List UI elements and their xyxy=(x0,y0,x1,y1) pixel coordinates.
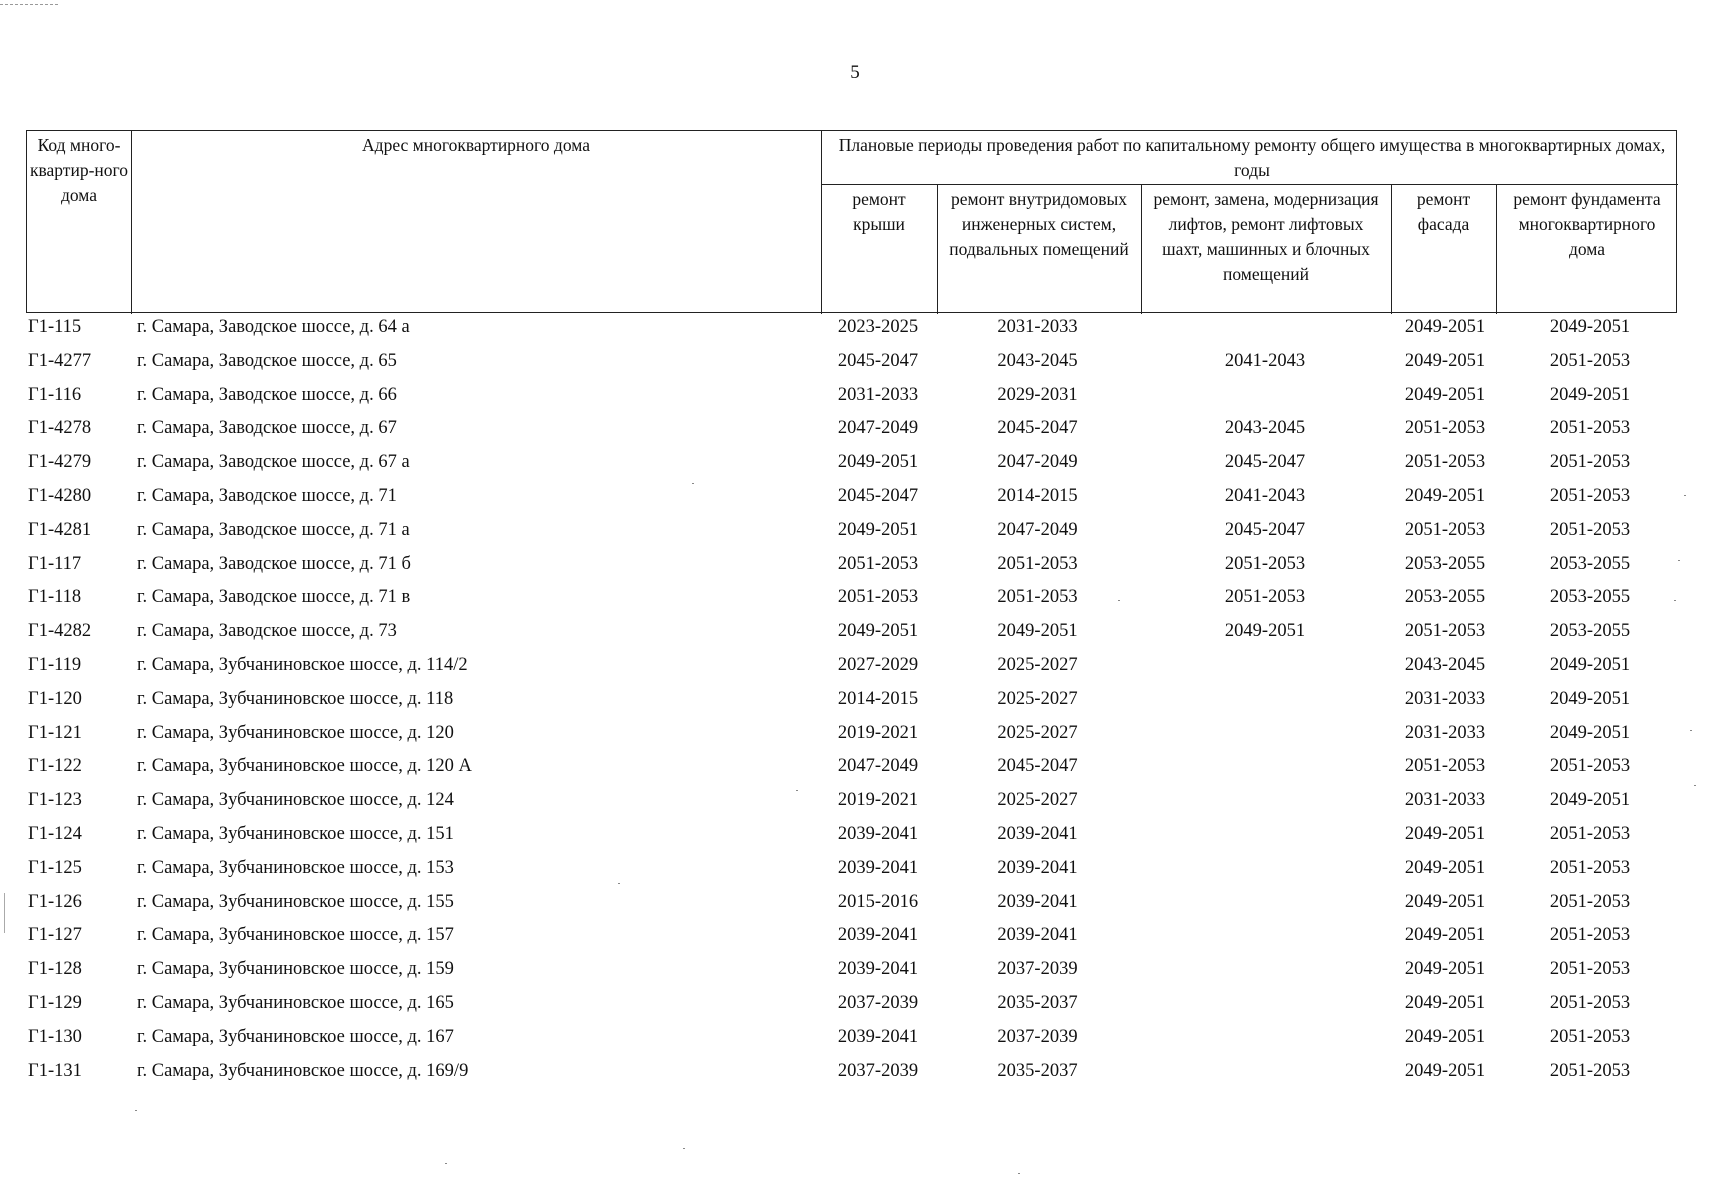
row-foundation-period: 2051-2053 xyxy=(1549,756,1631,777)
table-row xyxy=(0,349,1710,383)
row-code: Г1-126 xyxy=(28,891,82,912)
row-address: г. Самара, Заводское шоссе, д. 67 а xyxy=(137,452,410,473)
row-systems-period: 2025-2027 xyxy=(997,790,1078,811)
row-foundation-period: 2051-2053 xyxy=(1549,452,1631,473)
row-roof-period: 2051-2053 xyxy=(837,553,919,574)
row-code: Г1-4281 xyxy=(28,519,92,540)
row-systems-period: 2039-2041 xyxy=(997,824,1078,844)
row-systems-period: 2037-2039 xyxy=(997,1026,1078,1047)
row-lifts-period: 2051-2053 xyxy=(1224,553,1306,574)
row-code: Г1-122 xyxy=(28,756,82,777)
row-facade-period: 2049-2051 xyxy=(1404,891,1486,912)
scan-speck xyxy=(1690,730,1692,731)
row-foundation-period: 2051-2053 xyxy=(1549,486,1631,506)
header-roof: ремонт крыши xyxy=(852,189,906,234)
row-facade-period: 2049-2051 xyxy=(1404,959,1486,980)
row-foundation-period: 2051-2053 xyxy=(1549,519,1631,540)
row-facade-period: 2049-2051 xyxy=(1404,824,1486,844)
table-row xyxy=(0,315,1710,349)
header-code: Код много-квартир-ного дома xyxy=(29,135,129,205)
table-row xyxy=(0,890,1710,924)
row-roof-period: 2015-2016 xyxy=(837,891,919,912)
row-code: Г1-120 xyxy=(28,688,82,709)
row-code: Г1-127 xyxy=(28,925,82,946)
scan-speck xyxy=(445,1163,447,1164)
row-lifts-period: 2049-2051 xyxy=(1224,621,1306,642)
row-foundation-period: 2051-2053 xyxy=(1549,857,1631,878)
row-systems-period: 2051-2053 xyxy=(997,587,1078,608)
header-periods-group: Плановые периоды проведения работ по капитальному ремонту общего имущества в многоквартирных домах, годы xyxy=(838,135,1666,180)
row-address: г. Самара, Заводское шоссе, д. 64 а xyxy=(137,317,410,337)
row-facade-period: 2049-2051 xyxy=(1404,384,1486,405)
table-row xyxy=(0,653,1710,687)
row-roof-period: 2045-2047 xyxy=(837,486,919,506)
row-systems-period: 2039-2041 xyxy=(997,857,1078,878)
row-foundation-period: 2051-2053 xyxy=(1549,824,1631,844)
row-facade-period: 2031-2033 xyxy=(1404,688,1486,709)
row-systems-period: 2049-2051 xyxy=(997,621,1078,642)
row-foundation-period: 2049-2051 xyxy=(1549,384,1631,405)
row-facade-period: 2051-2053 xyxy=(1404,418,1486,439)
row-systems-period: 2045-2047 xyxy=(997,756,1078,777)
scan-speck xyxy=(135,1110,137,1111)
row-systems-period: 2039-2041 xyxy=(997,891,1078,912)
header-divider xyxy=(131,131,132,314)
scan-speck xyxy=(1674,600,1676,601)
table-row xyxy=(0,619,1710,653)
page-number: 5 xyxy=(850,62,860,83)
table-row xyxy=(0,383,1710,417)
scan-speck xyxy=(618,883,620,884)
row-systems-period: 2025-2027 xyxy=(997,655,1078,675)
row-code: Г1-129 xyxy=(28,993,82,1013)
row-foundation-period: 2051-2053 xyxy=(1549,891,1631,912)
row-systems-period: 2031-2033 xyxy=(997,317,1078,337)
table-row xyxy=(0,1059,1710,1093)
row-roof-period: 2047-2049 xyxy=(837,756,919,777)
scan-edge-mark xyxy=(0,4,58,5)
row-lifts-period: 2041-2043 xyxy=(1224,350,1306,371)
table-row xyxy=(0,991,1710,1025)
row-facade-period: 2049-2051 xyxy=(1404,993,1486,1013)
scan-speck xyxy=(1684,495,1686,496)
scan-speck xyxy=(1678,560,1680,561)
row-lifts-period: 2045-2047 xyxy=(1224,452,1306,473)
row-foundation-period: 2053-2055 xyxy=(1549,621,1631,642)
row-code: Г1-121 xyxy=(28,722,82,743)
row-address: г. Самара, Зубчаниновское шоссе, д. 167 xyxy=(137,1026,454,1047)
table-row xyxy=(0,484,1710,518)
scan-speck xyxy=(692,483,694,484)
row-foundation-period: 2053-2055 xyxy=(1549,553,1631,574)
row-facade-period: 2049-2051 xyxy=(1404,857,1486,878)
row-roof-period: 2045-2047 xyxy=(837,350,919,371)
header-divider xyxy=(821,184,1678,185)
table-row xyxy=(0,552,1710,586)
row-address: г. Самара, Зубчаниновское шоссе, д. 169/9 xyxy=(137,1060,469,1081)
row-address: г. Самара, Зубчаниновское шоссе, д. 165 xyxy=(137,993,454,1013)
row-systems-period: 2025-2027 xyxy=(997,688,1078,709)
row-roof-period: 2031-2033 xyxy=(837,384,919,405)
table-row xyxy=(0,687,1710,721)
row-address: г. Самара, Заводское шоссе, д. 65 xyxy=(137,350,397,371)
row-code: Г1-4278 xyxy=(28,418,92,439)
header-facade: ремонт фасада xyxy=(1416,189,1471,234)
row-systems-period: 2014-2015 xyxy=(997,486,1078,506)
row-address: г. Самара, Зубчаниновское шоссе, д. 118 xyxy=(137,688,454,709)
table-row xyxy=(0,822,1710,856)
row-facade-period: 2049-2051 xyxy=(1404,350,1486,371)
row-facade-period: 2051-2053 xyxy=(1404,621,1486,642)
row-foundation-period: 2051-2053 xyxy=(1549,1060,1631,1081)
row-address: г. Самара, Заводское шоссе, д. 71 в xyxy=(137,587,411,608)
row-code: Г1-131 xyxy=(28,1060,82,1081)
row-facade-period: 2053-2055 xyxy=(1404,553,1486,574)
row-code: Г1-117 xyxy=(28,553,82,574)
row-systems-period: 2043-2045 xyxy=(997,350,1078,371)
row-lifts-period: 2041-2043 xyxy=(1224,486,1306,506)
table-row xyxy=(0,856,1710,890)
table-row xyxy=(0,957,1710,991)
row-address: г. Самара, Зубчаниновское шоссе, д. 159 xyxy=(137,959,454,980)
row-address: г. Самара, Заводское шоссе, д. 71 xyxy=(137,486,397,506)
row-roof-period: 2023-2025 xyxy=(837,317,919,337)
row-roof-period: 2047-2049 xyxy=(837,418,919,439)
row-foundation-period: 2049-2051 xyxy=(1549,655,1631,675)
scan-speck xyxy=(796,790,798,791)
row-lifts-period: 2043-2045 xyxy=(1224,418,1306,439)
row-systems-period: 2035-2037 xyxy=(997,993,1078,1013)
row-systems-period: 2037-2039 xyxy=(997,959,1078,980)
table-row xyxy=(0,923,1710,957)
row-foundation-period: 2049-2051 xyxy=(1549,317,1631,337)
row-facade-period: 2049-2051 xyxy=(1404,1060,1486,1081)
row-foundation-period: 2049-2051 xyxy=(1549,688,1631,709)
row-roof-period: 2039-2041 xyxy=(837,959,919,980)
row-code: Г1-130 xyxy=(28,1026,82,1047)
row-lifts-period: 2051-2053 xyxy=(1224,587,1306,608)
row-roof-period: 2019-2021 xyxy=(837,790,919,811)
scan-speck xyxy=(1694,785,1696,786)
row-foundation-period: 2051-2053 xyxy=(1549,350,1631,371)
row-foundation-period: 2049-2051 xyxy=(1549,722,1631,743)
row-facade-period: 2053-2055 xyxy=(1404,587,1486,608)
row-facade-period: 2051-2053 xyxy=(1404,452,1486,473)
row-roof-period: 2049-2051 xyxy=(837,452,919,473)
row-foundation-period: 2053-2055 xyxy=(1549,587,1631,608)
row-roof-period: 2051-2053 xyxy=(837,587,919,608)
row-systems-period: 2025-2027 xyxy=(997,722,1078,743)
row-facade-period: 2051-2053 xyxy=(1404,519,1486,540)
row-address: г. Самара, Заводское шоссе, д. 66 xyxy=(137,384,397,405)
header-systems: ремонт внутридомовых инженерных систем, подвальных помещений xyxy=(949,189,1129,259)
row-facade-period: 2031-2033 xyxy=(1404,722,1486,743)
row-systems-period: 2047-2049 xyxy=(997,452,1078,473)
row-roof-period: 2019-2021 xyxy=(837,722,919,743)
row-roof-period: 2049-2051 xyxy=(837,519,919,540)
row-facade-period: 2043-2045 xyxy=(1404,655,1486,675)
row-address: г. Самара, Зубчаниновское шоссе, д. 114/2 xyxy=(137,655,468,675)
row-address: г. Самара, Зубчаниновское шоссе, д. 151 xyxy=(137,824,454,844)
row-address: г. Самара, Зубчаниновское шоссе, д. 120 xyxy=(137,722,454,743)
row-code: Г1-4282 xyxy=(28,621,92,642)
table-row xyxy=(0,754,1710,788)
row-address: г. Самара, Зубчаниновское шоссе, д. 155 xyxy=(137,891,454,912)
row-roof-period: 2039-2041 xyxy=(837,824,919,844)
row-systems-period: 2047-2049 xyxy=(997,519,1078,540)
scan-speck xyxy=(1118,600,1120,601)
table-row xyxy=(0,518,1710,552)
row-foundation-period: 2051-2053 xyxy=(1549,993,1631,1013)
row-code: Г1-125 xyxy=(28,857,82,878)
row-roof-period: 2039-2041 xyxy=(837,1026,919,1047)
row-facade-period: 2031-2033 xyxy=(1404,790,1486,811)
row-address: г. Самара, Заводское шоссе, д. 67 xyxy=(137,418,397,439)
row-facade-period: 2051-2053 xyxy=(1404,756,1486,777)
row-roof-period: 2014-2015 xyxy=(837,688,919,709)
row-systems-period: 2029-2031 xyxy=(997,384,1078,405)
table-row xyxy=(0,721,1710,755)
row-foundation-period: 2051-2053 xyxy=(1549,959,1631,980)
row-systems-period: 2039-2041 xyxy=(997,925,1078,946)
row-code: Г1-4279 xyxy=(28,452,92,473)
row-systems-period: 2045-2047 xyxy=(997,418,1078,439)
scan-speck xyxy=(683,1148,685,1149)
row-address: г. Самара, Зубчаниновское шоссе, д. 124 xyxy=(137,790,454,811)
row-address: г. Самара, Зубчаниновское шоссе, д. 153 xyxy=(137,857,454,878)
header-address: Адрес многоквартирного дома xyxy=(362,135,590,155)
row-foundation-period: 2051-2053 xyxy=(1549,925,1631,946)
row-code: Г1-128 xyxy=(28,959,82,980)
row-roof-period: 2039-2041 xyxy=(837,925,919,946)
table-header xyxy=(26,130,1677,313)
row-lifts-period: 2045-2047 xyxy=(1224,519,1306,540)
row-code: Г1-115 xyxy=(28,317,82,337)
row-address: г. Самара, Заводское шоссе, д. 73 xyxy=(137,621,397,642)
row-address: г. Самара, Заводское шоссе, д. 71 б xyxy=(137,553,411,574)
row-address: г. Самара, Заводское шоссе, д. 71 а xyxy=(137,519,410,540)
row-roof-period: 2037-2039 xyxy=(837,1060,919,1081)
row-facade-period: 2049-2051 xyxy=(1404,486,1486,506)
row-code: Г1-4280 xyxy=(28,486,92,506)
scan-speck xyxy=(1018,1173,1020,1174)
header-foundation: ремонт фундамента многоквартирного дома xyxy=(1513,189,1661,259)
table-row xyxy=(0,1025,1710,1059)
row-roof-period: 2049-2051 xyxy=(837,621,919,642)
row-foundation-period: 2049-2051 xyxy=(1549,790,1631,811)
row-address: г. Самара, Зубчаниновское шоссе, д. 157 xyxy=(137,925,454,946)
row-code: Г1-119 xyxy=(28,655,82,675)
row-address: г. Самара, Зубчаниновское шоссе, д. 120 А xyxy=(137,756,472,777)
row-foundation-period: 2051-2053 xyxy=(1549,1026,1631,1047)
row-code: Г1-123 xyxy=(28,790,82,811)
row-facade-period: 2049-2051 xyxy=(1404,317,1486,337)
row-facade-period: 2049-2051 xyxy=(1404,1026,1486,1047)
table-row xyxy=(0,788,1710,822)
row-systems-period: 2051-2053 xyxy=(997,553,1078,574)
row-code: Г1-118 xyxy=(28,587,82,608)
row-code: Г1-124 xyxy=(28,824,82,844)
row-code: Г1-4277 xyxy=(28,350,92,371)
header-lifts: ремонт, замена, модернизация лифтов, ремонт лифтовых шахт, машинных и блочных помещений xyxy=(1153,189,1379,284)
scan-edge-line xyxy=(4,893,5,933)
row-roof-period: 2039-2041 xyxy=(837,857,919,878)
table-row xyxy=(0,450,1710,484)
table-row xyxy=(0,416,1710,450)
table-row xyxy=(0,585,1710,619)
row-facade-period: 2049-2051 xyxy=(1404,925,1486,946)
row-roof-period: 2037-2039 xyxy=(837,993,919,1013)
row-code: Г1-116 xyxy=(28,384,82,405)
row-foundation-period: 2051-2053 xyxy=(1549,418,1631,439)
row-roof-period: 2027-2029 xyxy=(837,655,919,675)
row-systems-period: 2035-2037 xyxy=(997,1060,1078,1081)
